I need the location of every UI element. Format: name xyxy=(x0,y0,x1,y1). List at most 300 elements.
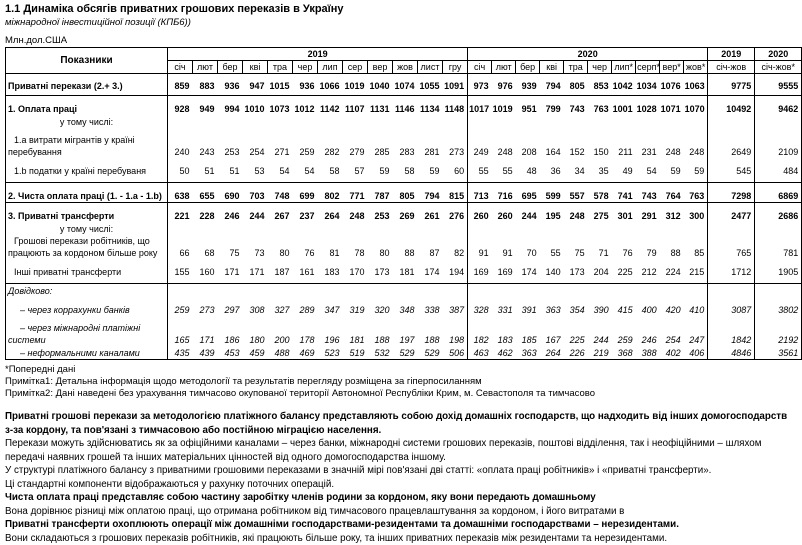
value-cell-2019: 54 xyxy=(268,158,293,183)
report-subtitle: міжнародної інвестиційної позиції (КПБ6)) xyxy=(5,17,795,28)
value-cell-2019: 51 xyxy=(193,158,218,183)
value-cell-2020: 173 xyxy=(564,259,588,284)
value-cell-2020: 55 xyxy=(492,158,516,183)
value-cell-2020: 805 xyxy=(564,74,588,96)
value-cell-2020: 91 xyxy=(468,235,492,259)
total-2020-cell: 2686 xyxy=(755,203,802,223)
value-cell-2020: 248 xyxy=(492,128,516,158)
value-cell-2020: 231 xyxy=(636,128,660,158)
value-cell-2020: 743 xyxy=(636,183,660,203)
value-cell-2020: 85 xyxy=(684,235,708,259)
value-cell-2020 xyxy=(684,115,708,128)
month-header-2019: кві xyxy=(243,61,268,74)
value-cell-2019: 174 xyxy=(418,259,443,284)
value-cell-2019: 883 xyxy=(193,74,218,96)
total-2019-cell: 2477 xyxy=(708,203,755,223)
value-cell-2020 xyxy=(564,115,588,128)
value-cell-2020 xyxy=(540,222,564,235)
value-cell-2020: 244 xyxy=(588,316,612,346)
value-cell-2019: 267 xyxy=(268,203,293,223)
value-cell-2019 xyxy=(343,284,368,298)
total-2019-cell: 2649 xyxy=(708,128,755,158)
value-cell-2019 xyxy=(193,284,218,298)
total-2020-cell: 2109 xyxy=(755,128,802,158)
month-header-2020: жов* xyxy=(684,61,708,74)
value-cell-2019 xyxy=(443,115,468,128)
value-cell-2019: 171 xyxy=(193,316,218,346)
value-cell-2019 xyxy=(368,222,393,235)
value-cell-2019: 253 xyxy=(368,203,393,223)
value-cell-2020: 48 xyxy=(516,158,540,183)
value-cell-2019: 308 xyxy=(243,297,268,316)
value-cell-2020: 260 xyxy=(492,203,516,223)
value-cell-2020: 406 xyxy=(684,346,708,360)
row-label: Довідково: xyxy=(6,284,168,298)
value-cell-2019: 947 xyxy=(243,74,268,96)
month-header-2020: лип* xyxy=(612,61,636,74)
value-cell-2020: 88 xyxy=(660,235,684,259)
description-line: Чиста оплата праці представляє собою частину заробітку членів родини за кордоном, яку вони передають домашньому xyxy=(5,491,795,505)
description-line: Ці стандартні компоненти відображаються у рахунку поточних операцій. xyxy=(5,478,795,492)
value-cell-2020: 34 xyxy=(564,158,588,183)
value-cell-2019: 273 xyxy=(443,128,468,158)
value-cell-2020: 462 xyxy=(492,346,516,360)
value-cell-2019 xyxy=(443,284,468,298)
value-cell-2019 xyxy=(393,222,418,235)
value-cell-2020: 363 xyxy=(540,297,564,316)
value-cell-2019 xyxy=(268,115,293,128)
value-cell-2019: 269 xyxy=(393,203,418,223)
value-cell-2020: 853 xyxy=(588,74,612,96)
value-cell-2020: 741 xyxy=(612,183,636,203)
value-cell-2019: 160 xyxy=(193,259,218,284)
value-cell-2020 xyxy=(516,284,540,298)
value-cell-2019: 180 xyxy=(243,316,268,346)
value-cell-2019: 703 xyxy=(243,183,268,203)
value-cell-2020: 1019 xyxy=(492,96,516,116)
value-cell-2019 xyxy=(243,284,268,298)
value-cell-2020: 301 xyxy=(612,203,636,223)
value-cell-2019: 50 xyxy=(168,158,193,183)
value-cell-2020: 1042 xyxy=(612,74,636,96)
value-cell-2019: 221 xyxy=(168,203,193,223)
value-cell-2020 xyxy=(468,222,492,235)
value-cell-2019 xyxy=(243,115,268,128)
value-cell-2019 xyxy=(168,222,193,235)
value-cell-2020: 599 xyxy=(540,183,564,203)
value-cell-2019: 638 xyxy=(168,183,193,203)
value-cell-2019: 519 xyxy=(343,346,368,360)
value-cell-2020: 1070 xyxy=(684,96,708,116)
value-cell-2019 xyxy=(268,222,293,235)
value-cell-2020: 185 xyxy=(516,316,540,346)
value-cell-2020: 578 xyxy=(588,183,612,203)
value-cell-2020: 312 xyxy=(660,203,684,223)
value-cell-2020: 1017 xyxy=(468,96,492,116)
value-cell-2020: 1034 xyxy=(636,74,660,96)
month-header-2019: лют xyxy=(193,61,218,74)
row-label: – через міжнародні платіжні системи xyxy=(6,316,168,346)
total-2019-cell: 9775 xyxy=(708,74,755,96)
month-header-2020: січ xyxy=(468,61,492,74)
value-cell-2020: 291 xyxy=(636,203,660,223)
value-cell-2020: 939 xyxy=(516,74,540,96)
value-cell-2019: 347 xyxy=(318,297,343,316)
value-cell-2019: 197 xyxy=(393,316,418,346)
value-cell-2019: 282 xyxy=(318,128,343,158)
value-cell-2019 xyxy=(293,115,318,128)
value-cell-2020: 246 xyxy=(636,316,660,346)
value-cell-2019: 57 xyxy=(343,158,368,183)
value-cell-2019: 196 xyxy=(318,316,343,346)
value-cell-2020 xyxy=(516,115,540,128)
value-cell-2019: 244 xyxy=(243,203,268,223)
value-cell-2020: 75 xyxy=(564,235,588,259)
value-cell-2019: 319 xyxy=(343,297,368,316)
value-cell-2019: 1142 xyxy=(318,96,343,116)
value-cell-2019: 88 xyxy=(393,235,418,259)
value-cell-2020: 1028 xyxy=(636,96,660,116)
month-header-2019: бер xyxy=(218,61,243,74)
table-row xyxy=(6,74,802,96)
value-cell-2020: 169 xyxy=(492,259,516,284)
value-cell-2019: 187 xyxy=(268,259,293,284)
value-cell-2019: 1146 xyxy=(393,96,418,116)
value-cell-2020 xyxy=(492,284,516,298)
value-cell-2020: 36 xyxy=(540,158,564,183)
value-cell-2020: 169 xyxy=(468,259,492,284)
value-cell-2019: 771 xyxy=(343,183,368,203)
value-cell-2019: 186 xyxy=(218,316,243,346)
value-cell-2020: 415 xyxy=(612,297,636,316)
value-cell-2020 xyxy=(564,222,588,235)
value-cell-2020: 71 xyxy=(588,235,612,259)
value-cell-2020: 248 xyxy=(564,203,588,223)
value-cell-2019: 240 xyxy=(168,128,193,158)
value-cell-2019: 387 xyxy=(443,297,468,316)
value-cell-2020 xyxy=(636,115,660,128)
value-cell-2019: 155 xyxy=(168,259,193,284)
month-header-2019: тра xyxy=(268,61,293,74)
value-cell-2020: 226 xyxy=(564,346,588,360)
value-cell-2020 xyxy=(516,222,540,235)
value-cell-2020: 794 xyxy=(540,74,564,96)
value-cell-2020: 174 xyxy=(516,259,540,284)
value-cell-2019: 181 xyxy=(343,316,368,346)
value-cell-2019: 283 xyxy=(393,128,418,158)
month-header-2019: гру xyxy=(443,61,468,74)
value-cell-2019: 1091 xyxy=(443,74,468,96)
value-cell-2019: 75 xyxy=(218,235,243,259)
value-cell-2020: 76 xyxy=(612,235,636,259)
value-cell-2020 xyxy=(612,222,636,235)
value-cell-2020: 249 xyxy=(468,128,492,158)
value-cell-2019: 1015 xyxy=(268,74,293,96)
value-cell-2019: 80 xyxy=(368,235,393,259)
month-header-2019: чер xyxy=(293,61,318,74)
value-cell-2019: 58 xyxy=(393,158,418,183)
value-cell-2019: 690 xyxy=(218,183,243,203)
value-cell-2019: 1019 xyxy=(343,74,368,96)
footnote-line: Примітка1: Детальна інформація щодо методології та результатів перегляду розміщена за гіперпосиланням xyxy=(5,376,795,388)
value-cell-2020: 275 xyxy=(588,203,612,223)
value-cell-2020: 1076 xyxy=(660,74,684,96)
value-cell-2020: 695 xyxy=(516,183,540,203)
total-2020-cell: 781 xyxy=(755,235,802,259)
value-cell-2019: 1010 xyxy=(243,96,268,116)
table-row xyxy=(6,284,802,298)
value-cell-2019: 237 xyxy=(293,203,318,223)
value-cell-2019: 949 xyxy=(193,96,218,116)
description-text xyxy=(5,410,795,545)
value-cell-2019: 469 xyxy=(293,346,318,360)
value-cell-2019: 259 xyxy=(168,297,193,316)
value-cell-2019 xyxy=(193,115,218,128)
total-2020-cell: 3561 xyxy=(755,346,802,360)
value-cell-2020: 363 xyxy=(516,346,540,360)
value-cell-2019: 297 xyxy=(218,297,243,316)
value-cell-2020: 264 xyxy=(540,346,564,360)
row-label: 1. Оплата праці xyxy=(6,96,168,116)
value-cell-2019: 748 xyxy=(268,183,293,203)
value-cell-2019: 453 xyxy=(218,346,243,360)
value-cell-2020: 354 xyxy=(564,297,588,316)
value-cell-2020: 368 xyxy=(612,346,636,360)
value-cell-2020: 248 xyxy=(684,128,708,158)
value-cell-2019: 439 xyxy=(193,346,218,360)
value-cell-2020: 224 xyxy=(660,259,684,284)
value-cell-2020: 254 xyxy=(660,316,684,346)
value-cell-2019: 51 xyxy=(218,158,243,183)
value-cell-2020: 743 xyxy=(564,96,588,116)
table-row xyxy=(6,128,802,158)
value-cell-2019: 243 xyxy=(193,128,218,158)
value-cell-2020: 59 xyxy=(684,158,708,183)
value-cell-2020: 91 xyxy=(492,235,516,259)
value-cell-2019: 194 xyxy=(443,259,468,284)
month-header-2019: сер xyxy=(343,61,368,74)
row-label: Інші приватні трансферти xyxy=(6,259,168,284)
table-row xyxy=(6,183,802,203)
value-cell-2020: 1063 xyxy=(684,74,708,96)
value-cell-2019: 1073 xyxy=(268,96,293,116)
table-row xyxy=(6,115,802,128)
value-cell-2020 xyxy=(588,115,612,128)
description-line: Вона дорівнює різниці між оплатою праці, що отримана робітником від тимчасового працевлаштування за кордоном, і його витратами в xyxy=(5,505,795,519)
value-cell-2019: 171 xyxy=(218,259,243,284)
row-label: у тому числі: xyxy=(6,222,168,235)
value-cell-2019: 532 xyxy=(368,346,393,360)
value-cell-2019: 928 xyxy=(168,96,193,116)
indicators-header: Показники xyxy=(6,48,168,74)
value-cell-2020: 225 xyxy=(564,316,588,346)
value-cell-2019: 181 xyxy=(393,259,418,284)
month-header-2019: вер xyxy=(368,61,393,74)
value-cell-2019: 1134 xyxy=(418,96,443,116)
value-cell-2019: 183 xyxy=(318,259,343,284)
total-year-2020-header: 2020 xyxy=(755,48,802,61)
value-cell-2019: 87 xyxy=(418,235,443,259)
value-cell-2020: 951 xyxy=(516,96,540,116)
value-cell-2020: 54 xyxy=(636,158,660,183)
value-cell-2020: 204 xyxy=(588,259,612,284)
value-cell-2020: 55 xyxy=(468,158,492,183)
table-row xyxy=(6,96,802,116)
value-cell-2019: 655 xyxy=(193,183,218,203)
value-cell-2019: 188 xyxy=(418,316,443,346)
value-cell-2019: 82 xyxy=(443,235,468,259)
month-header-2019: січ xyxy=(168,61,193,74)
total-2019-cell xyxy=(708,222,755,235)
value-cell-2020: 402 xyxy=(660,346,684,360)
value-cell-2020 xyxy=(612,115,636,128)
value-cell-2020 xyxy=(588,284,612,298)
value-cell-2019: 787 xyxy=(368,183,393,203)
value-cell-2020: 167 xyxy=(540,316,564,346)
table-row xyxy=(6,235,802,259)
footnote-line: *Попередні дані xyxy=(5,364,795,376)
value-cell-2020: 70 xyxy=(516,235,540,259)
value-cell-2020: 799 xyxy=(540,96,564,116)
table-header xyxy=(6,48,802,74)
value-cell-2020 xyxy=(660,284,684,298)
month-header-2020: бер xyxy=(516,61,540,74)
value-cell-2020: 140 xyxy=(540,259,564,284)
value-cell-2019: 80 xyxy=(268,235,293,259)
month-header-2019: жов xyxy=(393,61,418,74)
total-2020-cell: 484 xyxy=(755,158,802,183)
total-period-2020-header: січ-жов* xyxy=(755,61,802,74)
value-cell-2019: 529 xyxy=(418,346,443,360)
value-cell-2020: 391 xyxy=(516,297,540,316)
month-header-2019: лип xyxy=(318,61,343,74)
report-title: 1.1 Динаміка обсягів приватних грошових переказів в Україну xyxy=(5,3,795,15)
value-cell-2020: 208 xyxy=(516,128,540,158)
value-cell-2020 xyxy=(540,115,564,128)
value-cell-2019: 348 xyxy=(393,297,418,316)
value-cell-2019 xyxy=(293,284,318,298)
value-cell-2020: 764 xyxy=(660,183,684,203)
total-2019-cell xyxy=(708,115,755,128)
row-label: Приватні перекази (2.+ 3.) xyxy=(6,74,168,96)
value-cell-2020: 1071 xyxy=(660,96,684,116)
description-line: У структурі платіжного балансу з приватними грошовими переказами в значній мірі пов'язані дві статті: «оплата праці робітників» і «приватні трансферти». xyxy=(5,464,795,478)
year-header-row xyxy=(6,48,802,61)
value-cell-2019 xyxy=(318,115,343,128)
total-2019-cell: 1842 xyxy=(708,316,755,346)
year-group-2019: 2019 xyxy=(168,48,468,61)
value-cell-2019: 228 xyxy=(193,203,218,223)
value-cell-2019: 261 xyxy=(418,203,443,223)
value-cell-2019 xyxy=(368,284,393,298)
value-cell-2019: 200 xyxy=(268,316,293,346)
value-cell-2019 xyxy=(418,284,443,298)
value-cell-2020: 215 xyxy=(684,259,708,284)
value-cell-2020: 763 xyxy=(588,96,612,116)
value-cell-2019: 289 xyxy=(293,297,318,316)
total-2019-cell: 3087 xyxy=(708,297,755,316)
value-cell-2019: 338 xyxy=(418,297,443,316)
value-cell-2020: 79 xyxy=(636,235,660,259)
value-cell-2020: 328 xyxy=(468,297,492,316)
total-2020-cell: 3802 xyxy=(755,297,802,316)
month-header-2020: тра xyxy=(564,61,588,74)
value-cell-2020: 247 xyxy=(684,316,708,346)
value-cell-2019 xyxy=(343,222,368,235)
total-2019-cell: 1712 xyxy=(708,259,755,284)
table-row xyxy=(6,346,802,360)
total-period-2019-header: січ-жов xyxy=(708,61,755,74)
value-cell-2020: 410 xyxy=(684,297,708,316)
value-cell-2019: 523 xyxy=(318,346,343,360)
value-cell-2019: 170 xyxy=(343,259,368,284)
value-cell-2019: 59 xyxy=(368,158,393,183)
row-label: у тому числі: xyxy=(6,115,168,128)
units-label: Млн.дол.США xyxy=(5,35,795,46)
footnote-line: Примітка2: Дані наведені без урахування тимчасово окупованої території Автономної Республіки Крим, м. Севастополя та тимчасово xyxy=(5,388,795,400)
value-cell-2019 xyxy=(293,222,318,235)
value-cell-2020 xyxy=(660,222,684,235)
value-cell-2019: 178 xyxy=(293,316,318,346)
transfers-table xyxy=(5,47,802,360)
table-row xyxy=(6,203,802,223)
value-cell-2019: 60 xyxy=(443,158,468,183)
value-cell-2020: 59 xyxy=(660,158,684,183)
value-cell-2020: 716 xyxy=(492,183,516,203)
table-row xyxy=(6,158,802,183)
value-cell-2019: 327 xyxy=(268,297,293,316)
total-year-2019-header: 2019 xyxy=(708,48,755,61)
value-cell-2020: 713 xyxy=(468,183,492,203)
table-row xyxy=(6,297,802,316)
value-cell-2020: 150 xyxy=(588,128,612,158)
value-cell-2019 xyxy=(418,115,443,128)
value-cell-2020: 195 xyxy=(540,203,564,223)
value-cell-2019: 859 xyxy=(168,74,193,96)
value-cell-2020: 388 xyxy=(636,346,660,360)
value-cell-2020 xyxy=(588,222,612,235)
value-cell-2020: 55 xyxy=(540,235,564,259)
value-cell-2020: 973 xyxy=(468,74,492,96)
value-cell-2020: 248 xyxy=(660,128,684,158)
value-cell-2019: 285 xyxy=(368,128,393,158)
value-cell-2019: 253 xyxy=(218,128,243,158)
value-cell-2020: 976 xyxy=(492,74,516,96)
value-cell-2020: 182 xyxy=(468,316,492,346)
value-cell-2019: 802 xyxy=(318,183,343,203)
year-group-2020: 2020 xyxy=(468,48,708,61)
value-cell-2019: 279 xyxy=(343,128,368,158)
value-cell-2019: 198 xyxy=(443,316,468,346)
value-cell-2020: 219 xyxy=(588,346,612,360)
month-header-2020: лют xyxy=(492,61,516,74)
value-cell-2020: 212 xyxy=(636,259,660,284)
description-line: Перекази можуть здійснюватись як за офіційними каналами – через банки, міжнародні системи грошових переказів, поштові відділення, так і неофіційними – шляхом передачі наявних грошей та інших матеріальних цінностей від одного домогосподарства іншому. xyxy=(5,437,795,464)
value-cell-2020 xyxy=(540,284,564,298)
value-cell-2020: 420 xyxy=(660,297,684,316)
row-label: 3. Приватні трансферти xyxy=(6,203,168,223)
value-cell-2019: 1074 xyxy=(393,74,418,96)
value-cell-2020 xyxy=(468,115,492,128)
description-line: Приватні трансферти охоплюють операції між домашніми господарствами-резидентами та домашніми господарствами – нерезидентами. xyxy=(5,518,795,532)
total-2019-cell: 7298 xyxy=(708,183,755,203)
value-cell-2020 xyxy=(684,222,708,235)
footnotes xyxy=(5,364,795,400)
value-cell-2019: 259 xyxy=(293,128,318,158)
value-cell-2019: 320 xyxy=(368,297,393,316)
total-2019-cell: 765 xyxy=(708,235,755,259)
value-cell-2019: 1107 xyxy=(343,96,368,116)
